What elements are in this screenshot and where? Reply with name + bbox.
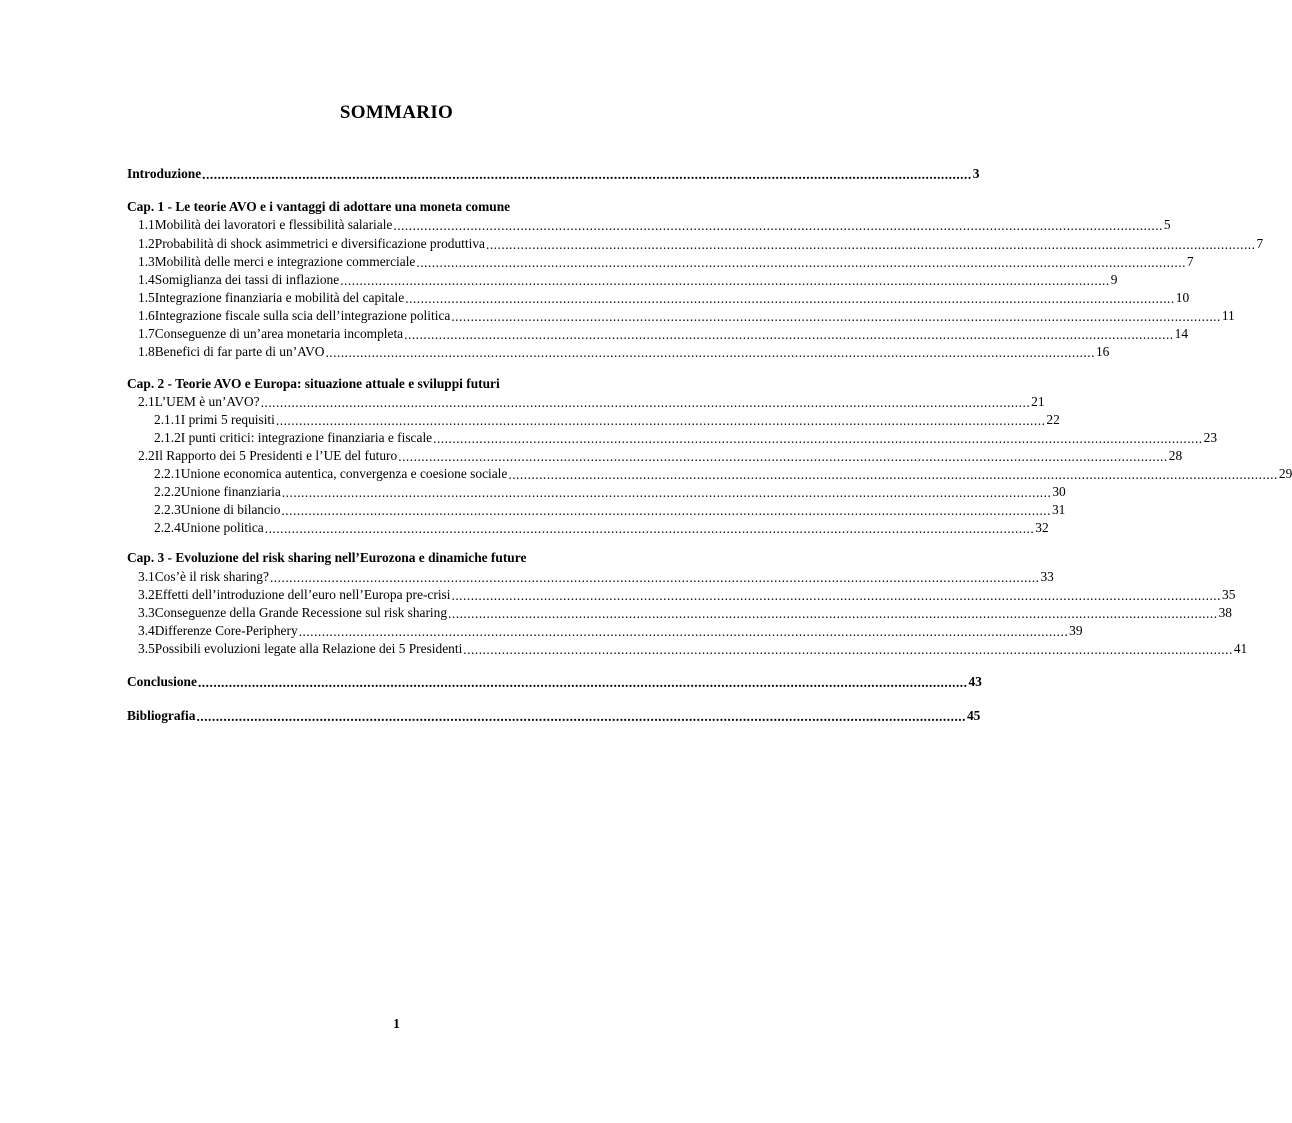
leader-dots: ........................................................................................................................................................................................................ — [405, 291, 1175, 306]
leader-dots: ........................................................................................................................................................................................................ — [416, 255, 1186, 270]
toc-entry-label: Integrazione fiscale sulla scia dell’integrazione politica — [154, 308, 451, 323]
toc-entry-number: 2.2.2 — [154, 484, 181, 499]
toc-entry-number: 1.6 — [138, 308, 155, 323]
toc-entry-label: L’UEM è un’AVO? — [154, 394, 260, 409]
toc-entry-number: 1.7 — [138, 326, 155, 341]
toc-entry[interactable] — [127, 518, 1049, 536]
toc-entry-label: Conseguenze di un’area monetaria incompleta — [154, 326, 404, 341]
page-title: SOMMARIO — [339, 102, 454, 123]
toc-entry[interactable] — [127, 585, 1236, 603]
page-number: 1 — [393, 1016, 400, 1031]
leader-dots: ........................................................................................................................................................................................................ — [485, 237, 1256, 252]
toc-entry[interactable] — [127, 500, 1066, 518]
leader-dots: ........................................................................................................................................................................................................ — [281, 503, 1051, 518]
leader-dots: ........................................................................................................................................................................................................ — [197, 675, 968, 690]
toc-entry-page: 23 — [1203, 430, 1218, 445]
toc-entry[interactable] — [127, 270, 1118, 288]
toc-entry-page: 43 — [968, 674, 982, 689]
toc-entry-label: Cos’è il risk sharing? — [154, 569, 269, 584]
toc-entry-page: 39 — [1069, 623, 1083, 638]
toc-entry-number: 3.3 — [138, 605, 155, 620]
toc-entry-page: 45 — [966, 708, 981, 723]
leader-dots: ........................................................................................................................................................................................................ — [260, 395, 1031, 410]
toc-entry-number: 3.2 — [138, 587, 155, 602]
toc-entry-number: 3.4 — [138, 623, 155, 638]
toc-entry-page: 10 — [1175, 290, 1190, 305]
toc-entry-page: 29 — [1278, 466, 1292, 481]
toc-entry-page: 31 — [1051, 502, 1066, 517]
leader-dots: ........................................................................................................................................................................................................ — [404, 327, 1174, 342]
toc-entry[interactable] — [127, 621, 1083, 639]
toc-entry-page: 5 — [1163, 217, 1171, 232]
toc-entry-page: 11 — [1221, 308, 1235, 323]
toc-entry-page: 7 — [1256, 236, 1264, 251]
toc-entry[interactable] — [127, 603, 1232, 621]
toc-entry-number: 1.8 — [138, 344, 155, 359]
toc-entry-number: 2.2 — [138, 448, 155, 463]
toc-entry[interactable] — [127, 639, 1248, 657]
leader-dots: ........................................................................................................................................................................................................ — [202, 167, 972, 182]
toc-entry[interactable] — [127, 410, 1060, 428]
toc-entry-conclusione[interactable] — [127, 672, 982, 690]
toc-entry[interactable] — [127, 234, 1264, 252]
toc-entry[interactable] — [127, 567, 1054, 585]
toc-entry-page: 22 — [1046, 412, 1060, 427]
toc-entry-number: 2.2.4 — [154, 520, 181, 535]
toc-entry-page: 3 — [972, 166, 980, 181]
leader-dots: ........................................................................................................................................................................................................ — [196, 709, 966, 724]
leader-dots: ........................................................................................................................................................................................................ — [340, 273, 1110, 288]
toc-entry[interactable] — [127, 342, 1110, 360]
toc-entry-label: I punti critici: integrazione finanziaria e fiscale — [180, 430, 433, 445]
toc-entry-page: 16 — [1095, 344, 1110, 359]
toc-entry-page: 32 — [1035, 520, 1049, 535]
chapter-2-heading[interactable]: Cap. 2 - Teorie AVO e Europa: situazione attuale e sviluppi futuri — [127, 376, 500, 391]
toc-entry-label: Bibliografia — [127, 708, 196, 723]
toc-entry-label: Unione politica — [180, 520, 264, 535]
toc-entry-number: 2.2.3 — [154, 502, 181, 517]
toc-entry-page: 38 — [1218, 605, 1232, 620]
toc-entry-label: Integrazione finanziaria e mobilità del capitale — [154, 290, 405, 305]
toc-entry-label: Mobilità dei lavoratori e flessibilità salariale — [154, 217, 393, 232]
toc-entry-label: I primi 5 requisiti — [180, 412, 275, 427]
toc-entry[interactable] — [127, 464, 1292, 482]
toc-entry-number: 2.1 — [138, 394, 155, 409]
toc-entry-number: 3.5 — [138, 641, 155, 656]
leader-dots: ........................................................................................................................................................................................................ — [269, 570, 1040, 585]
leader-dots: ........................................................................................................................................................................................................ — [451, 588, 1221, 603]
toc-entry[interactable] — [127, 324, 1189, 342]
leader-dots: ........................................................................................................................................................................................................ — [463, 642, 1233, 657]
toc-entry-label: Unione finanziaria — [180, 484, 281, 499]
leader-dots: ........................................................................................................................................................................................................ — [451, 309, 1221, 324]
toc-entry-label: Conclusione — [127, 674, 197, 689]
toc-entry-page: 9 — [1110, 272, 1118, 287]
leader-dots: ........................................................................................................................................................................................................ — [508, 467, 1278, 482]
toc-entry[interactable] — [127, 288, 1190, 306]
toc-entry-page: 33 — [1040, 569, 1054, 584]
toc-entry-number: 2.1.1 — [154, 412, 181, 427]
toc-entry-page: 35 — [1222, 587, 1236, 602]
leader-dots: ........................................................................................................................................................................................................ — [398, 449, 1168, 464]
toc-entry-label: Effetti dell’introduzione dell’euro nell’Europa pre-crisi — [154, 587, 451, 602]
chapter-3-heading[interactable]: Cap. 3 - Evoluzione del risk sharing nell’Eurozona e dinamiche future — [127, 550, 527, 565]
leader-dots: ........................................................................................................................................................................................................ — [264, 521, 1035, 536]
toc-entry-page: 30 — [1052, 484, 1066, 499]
toc-entry-number: 2.2.1 — [154, 466, 181, 481]
leader-dots: ........................................................................................................................................................................................................ — [448, 606, 1218, 621]
toc-entry-page: 14 — [1174, 326, 1189, 341]
toc-entry[interactable] — [127, 428, 1218, 446]
toc-entry[interactable] — [127, 482, 1066, 500]
toc-entry-number: 2.1.2 — [154, 430, 181, 445]
toc-entry-label: Differenze Core-Periphery — [154, 623, 298, 638]
toc-entry-introduzione[interactable] — [127, 164, 980, 182]
toc-entry-label: Benefici di far parte di un’AVO — [154, 344, 325, 359]
toc-entry[interactable] — [127, 215, 1171, 233]
leader-dots: ........................................................................................................................................................................................................ — [393, 218, 1163, 233]
toc-entry-bibliografia[interactable] — [127, 706, 981, 724]
leader-dots: ........................................................................................................................................................................................................ — [281, 485, 1052, 500]
leader-dots: ........................................................................................................................................................................................................ — [325, 345, 1095, 360]
toc-entry-number: 1.3 — [138, 254, 155, 269]
toc-entry[interactable] — [127, 446, 1183, 464]
toc-entry-page: 21 — [1031, 394, 1045, 409]
toc-entry-label: Conseguenze della Grande Recessione sul risk sharing — [154, 605, 448, 620]
leader-dots: ........................................................................................................................................................................................................ — [433, 431, 1203, 446]
toc-entry-page: 28 — [1168, 448, 1183, 463]
chapter-1-heading[interactable]: Cap. 1 - Le teorie AVO e i vantaggi di adottare una moneta comune — [127, 199, 511, 214]
toc-entry-number: 1.4 — [138, 272, 155, 287]
toc-entry-label: Probabilità di shock asimmetrici e diversificazione produttiva — [154, 236, 485, 251]
leader-dots: ........................................................................................................................................................................................................ — [275, 413, 1046, 428]
toc-entry[interactable] — [127, 252, 1194, 270]
toc-entry-label: Unione economica autentica, convergenza e coesione sociale — [180, 466, 508, 481]
toc-entry-label: Mobilità delle merci e integrazione commerciale — [154, 254, 416, 269]
toc-entry-label: Possibili evoluzioni legate alla Relazione dei 5 Presidenti — [154, 641, 463, 656]
toc-entry-label: Introduzione — [127, 166, 202, 181]
toc-entry-page: 7 — [1186, 254, 1194, 269]
toc-entry-label: Somiglianza dei tassi di inflazione — [154, 272, 340, 287]
toc-entry-number: 1.1 — [138, 217, 155, 232]
toc-entry-number: 1.2 — [138, 236, 155, 251]
toc-entry-page: 41 — [1233, 641, 1248, 656]
toc-entry-number: 3.1 — [138, 569, 155, 584]
toc-entry-label: Unione di bilancio — [180, 502, 281, 517]
toc-entry-label: Il Rapporto dei 5 Presidenti e l’UE del futuro — [154, 448, 398, 463]
leader-dots: ........................................................................................................................................................................................................ — [298, 624, 1069, 639]
toc-entry[interactable] — [127, 306, 1235, 324]
toc-entry-number: 1.5 — [138, 290, 155, 305]
toc-entry[interactable] — [127, 392, 1045, 410]
